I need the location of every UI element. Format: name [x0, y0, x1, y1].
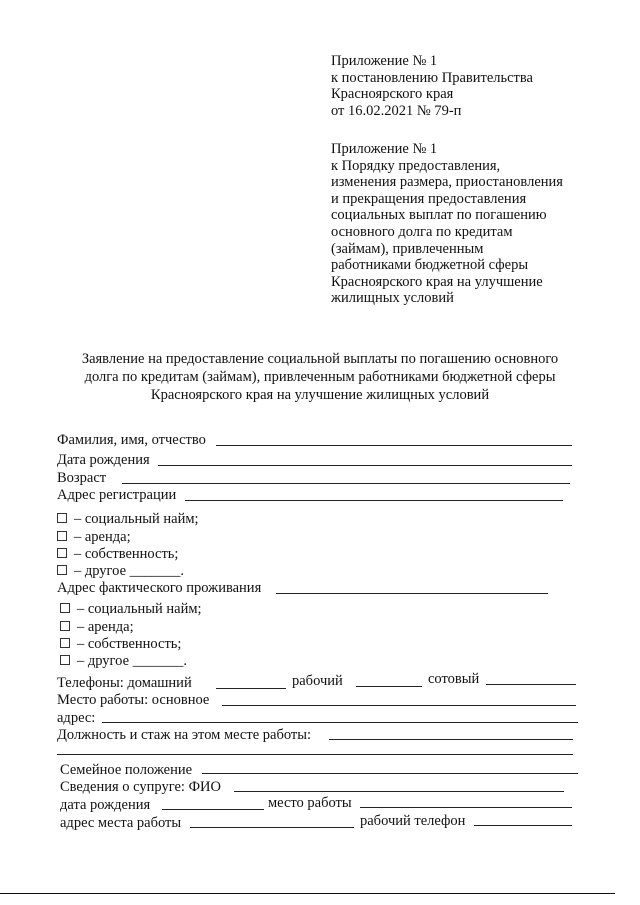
workplace-input-line[interactable] [222, 705, 576, 706]
spouse-work-phone-input-line[interactable] [474, 825, 572, 826]
appendix-2-line: Приложение № 1 [331, 141, 438, 157]
reg-option-other[interactable] [57, 563, 184, 579]
checkbox-icon[interactable] [57, 565, 67, 575]
age-input-line[interactable] [122, 483, 570, 484]
checkbox-icon[interactable] [57, 513, 67, 523]
actual-option-rent[interactable] [60, 619, 134, 635]
appendix-1-line: от 16.02.2021 № 79-п [331, 102, 462, 119]
reg-option-label: – другое _______. [74, 563, 185, 579]
spouse-birth-label: дата рождения [60, 797, 151, 813]
position-input-line[interactable] [329, 739, 573, 740]
spouse-input-line[interactable] [234, 791, 564, 792]
birth-date-label: Дата рождения [57, 452, 150, 468]
appendix-1-line: Приложение № 1 [331, 53, 438, 69]
reg-address-input-line[interactable] [185, 500, 563, 501]
actual-option-social[interactable] [60, 601, 202, 617]
reg-address-label: Адрес регистрации [57, 487, 177, 503]
checkbox-icon[interactable] [60, 603, 70, 613]
spouse-work-address-label: адрес места работы [60, 815, 182, 831]
document-title [40, 350, 600, 404]
appendix-2-line: к Порядку предоставления, [331, 157, 501, 174]
appendix-2-line: (займам), привлеченным [331, 240, 484, 257]
phones-work-label: рабочий [292, 673, 343, 689]
spouse-work-label: место работы [268, 795, 352, 811]
address-input-line[interactable] [102, 722, 578, 723]
phones-mobile-label: сотовый [428, 671, 480, 687]
checkbox-icon[interactable] [60, 655, 70, 665]
checkbox-icon[interactable] [57, 548, 67, 558]
title-line: долга по кредитам (займам), привлеченным работниками бюджетной сферы [84, 369, 556, 385]
title-line: Заявление на предоставление социальной выплаты по погашению основного [81, 351, 559, 367]
actual-option-label: – другое _______. [77, 653, 188, 669]
birth-date-input-line[interactable] [158, 465, 572, 466]
spouse-work-input-line[interactable] [360, 807, 572, 808]
checkbox-icon[interactable] [57, 531, 67, 541]
appendix-2-line: социальных выплат по погашению [331, 207, 547, 224]
reg-option-rent[interactable] [57, 529, 131, 545]
actual-address-label: Адрес фактического проживания [57, 580, 262, 596]
appendix-2-line: Красноярского края на улучшение [331, 273, 543, 290]
phone-home-input-line[interactable] [216, 688, 286, 689]
reg-option-label: – аренда; [74, 529, 131, 545]
bottom-divider [0, 893, 615, 894]
position-input-line-2[interactable] [57, 754, 573, 755]
appendix-2-line: работниками бюджетной сферы [331, 257, 529, 274]
phone-mobile-input-line[interactable] [486, 684, 576, 685]
fio-input-line[interactable] [216, 445, 572, 446]
actual-option-property[interactable] [60, 636, 181, 652]
spouse-work-address-input-line[interactable] [190, 827, 354, 828]
position-label: Должность и стаж на этом месте работы: [57, 727, 311, 743]
checkbox-icon[interactable] [60, 638, 70, 648]
appendix-1-line: Красноярского края [331, 86, 454, 103]
appendix-2-line: изменения размера, приостановления [331, 174, 563, 191]
spouse-work-phone-label: рабочий телефон [360, 813, 466, 829]
actual-option-label: – аренда; [77, 619, 134, 635]
reg-option-label: – социальный найм; [74, 511, 199, 527]
spouse-birth-input-line[interactable] [162, 809, 264, 810]
fio-label: Фамилия, имя, отчество [57, 432, 206, 448]
appendix-2-line: жилищных условий [331, 290, 454, 307]
actual-option-label: – собственность; [77, 636, 182, 652]
age-label: Возраст [57, 470, 107, 486]
appendix-block-1 [331, 53, 533, 119]
title-line: Красноярского края на улучшение жилищных условий [150, 387, 490, 403]
reg-option-label: – собственность; [74, 546, 179, 562]
appendix-2-line: основного долга по кредитам [331, 223, 513, 240]
workplace-label: Место работы: основное [57, 692, 210, 708]
spouse-label: Сведения о супруге: ФИО [60, 779, 221, 795]
appendix-block-2 [331, 141, 563, 307]
appendix-1-line: к постановлению Правительства [331, 69, 533, 86]
address-label: адрес: [57, 710, 96, 726]
reg-option-property[interactable] [57, 546, 178, 562]
marital-label: Семейное положение [60, 762, 193, 778]
phone-work-input-line[interactable] [356, 686, 422, 687]
appendix-2-line: и прекращения предоставления [331, 190, 527, 207]
actual-option-other[interactable] [60, 653, 187, 669]
reg-option-social[interactable] [57, 511, 199, 527]
checkbox-icon[interactable] [60, 621, 70, 631]
actual-address-input-line[interactable] [276, 593, 548, 594]
marital-input-line[interactable] [202, 773, 578, 774]
phones-home-label: Телефоны: домашний [57, 675, 192, 691]
actual-option-label: – социальный найм; [77, 601, 202, 617]
